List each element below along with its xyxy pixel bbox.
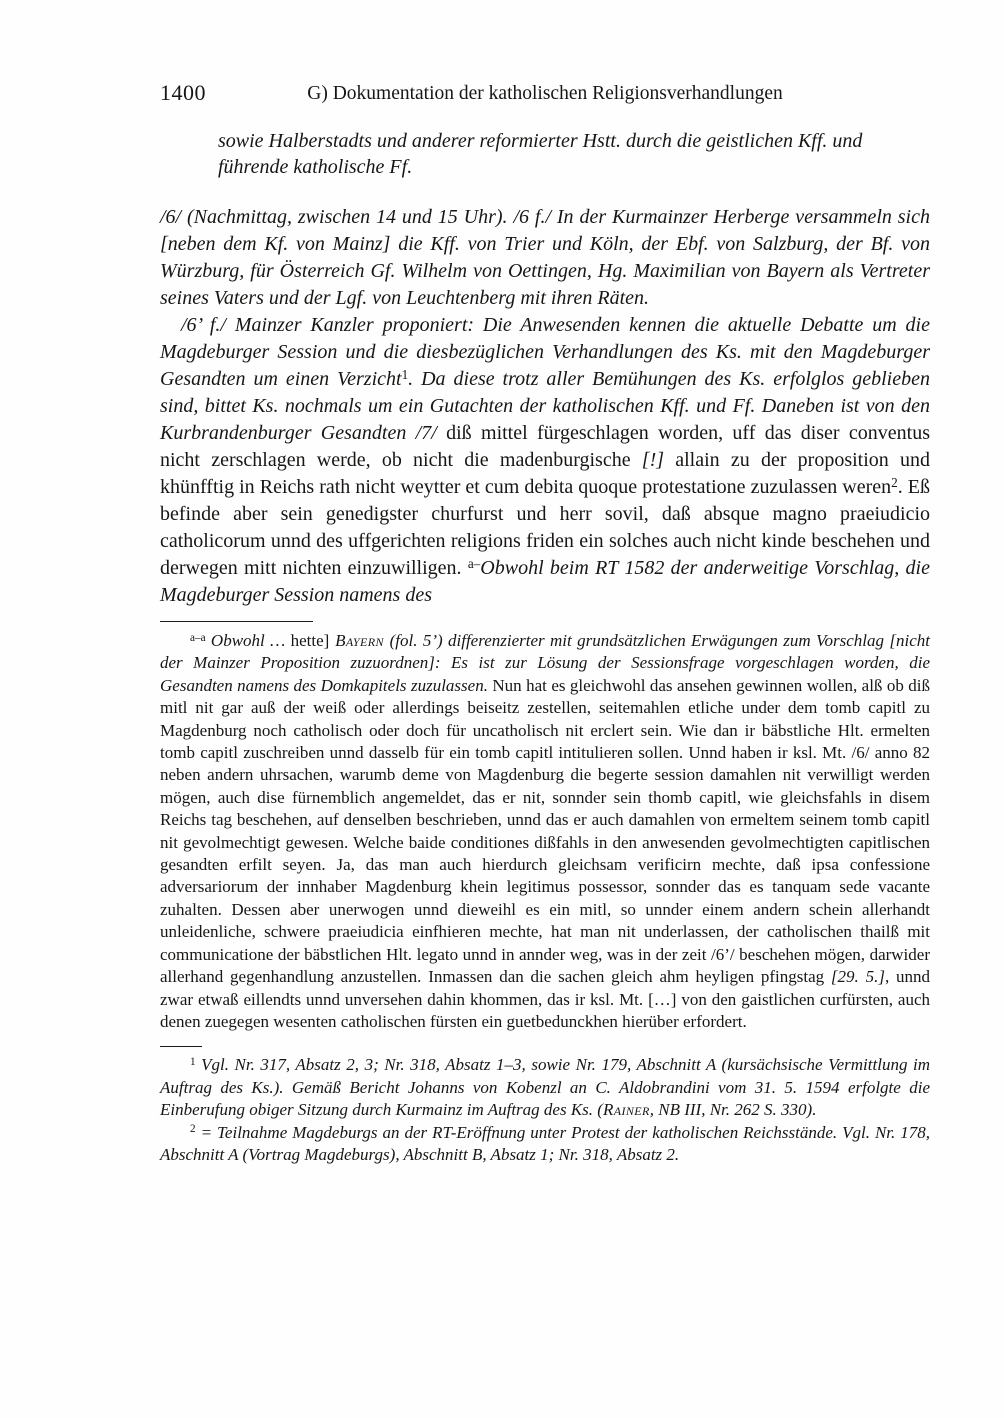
apparatus-separator-rule bbox=[160, 621, 313, 622]
text-run: , NB III, Nr. 262 S. 330). bbox=[649, 1100, 817, 1120]
text-run: = Teilnahme Magdeburgs an der RT-Eröffnung unter Protest der katholischen Reichsstände. Vgl. Nr. 178, Abschnitt A (Vortrag Magdeburgs), Abschnitt B, Absatz 1; Nr. 318, Absatz 2. bbox=[160, 1122, 930, 1164]
paragraph-mainz-proposition bbox=[160, 312, 930, 609]
text-run: /6/ (Nachmittag, zwischen 14 und 15 Uhr). /6 f./ In der Kurmainzer Herberge versammeln sich [neben dem Kf. von Mainz] die Kff. von Trier und Köln, der Ebf. von Salzburg, der Bf. von Würzburg, für Österreich Gf. Wilhelm von Oettingen, Hg. Maximilian von Bayern als Vertreter seines Vaters und der Lgf. von Leuchtenberg mit ihren Räten. bbox=[160, 206, 930, 309]
text-run: , unnd zwar etwaß eillendts unnd unversehen dahin khommen, das ir ksl. Mt. […] von den gaistlichen curfürsten, auch denen zuegegen wesenten catholischen fürsten ein guetbedunckhen hierüber erfordert. bbox=[160, 967, 930, 1031]
footnote-separator-rule bbox=[160, 1046, 202, 1047]
text-run: (fol. 5’) differenzierter mit grundsätzlichen Erwägungen zum Vorschlag [nicht der Mainzer Proposition zuzuordnen]: Es ist zur Lösung der Sessionsfrage vorgeschlagen worden, die Gesandten namens des Domkapitels zuzulassen. bbox=[160, 631, 930, 695]
document-summary bbox=[218, 128, 930, 180]
text-run: [29. 5.] bbox=[830, 967, 885, 987]
text-run: allain zu der proposition und khünfftig in Reichs rath nicht weytter et cum debita quoque protestatione zuzulassen weren bbox=[160, 449, 931, 498]
page-number: 1400 bbox=[160, 80, 206, 105]
text-run: Bayern bbox=[329, 631, 390, 650]
text-run: Nun hat es gleichwohl das ansehen gewinnen wollen, alß ob diß mitl nit gar auß der weiß oder allerdings beiseitz zestellen, seitemahlen etliche under dem tomb capitl zu Magdenburg noch catholisch oder doch für uncatholisch nit erclert sein. Wie dan ir bäbstliche Hlt. ermelten tomb capitl zuschreiben unnd dasselb für ein tomb capitl intitulieren sollen. Unnd haben ir ksl. Mt. /6/ anno 82 neben andern uhrsachen, warumb deme von Magdenburg die begerte session damahlen nit verwilligt werden mögen, auch dise fürnemblich angemeldet, das er nit, sonnder sein thomb capitl, wie gleichsfahls in disem Reichs tag beschehen, auf denselben beschrieben, unnd das er auch damahlen von ermeltem seinem tomb capitl nit gevolmechtigt gewesen. Welche baide conditiones dißfahls in den anwesenden gevolmechtigten capitlischen gesandten erfilt seyen. Ja, das man auch hierdurch gleichsam verificirn mechte, daß ipsa confessione adversariorum der innhaber Magdenburg khein legitimus possessor, sonnder das es tanquam sede vacante zuhalten. Dessen aber unerwogen unnd dieweihl es ein mitl, so unnder einem andern schein allerhandt unleidenliche, schwere praeiudicia einfhieren mechte, hat man nit underlassen, der catholischen thailß mit communicatione der bäbstlichen Hlt. legato unnd in annder weg, was in der zeit /6’/ beschehen mögen, darwider allerhand gegenhandlung anzustellen. Inmassen dan die sachen gleich ahm heyligen pfingstag bbox=[160, 675, 931, 987]
text-run: . Eß befinde aber sein genedigster churfurst und herr sovil, daß absque magno praeiudicio catholicorum unnd des uffgerichten religions friden ein solches auch nicht kinde beschehen und derwegen mitt nichten einzuwilligen. bbox=[160, 476, 930, 579]
text-run: 2 bbox=[190, 1123, 196, 1136]
footnote-2 bbox=[160, 1122, 930, 1167]
text-run: Obwohl … bbox=[205, 631, 291, 650]
page-header bbox=[160, 80, 930, 108]
footnote-1 bbox=[160, 1054, 930, 1121]
text-run: sowie Halberstadts und anderer reformierter Hstt. durch die geistlichen Kff. und führende katholische Ff. bbox=[218, 130, 863, 178]
text-run: 2 bbox=[891, 474, 898, 490]
running-title: G) Dokumentation der katholischen Religionsverhandlungen bbox=[307, 83, 783, 104]
paragraph-session-attendees bbox=[160, 204, 930, 312]
text-run: a–a bbox=[190, 631, 206, 644]
text-run: 1 bbox=[190, 1055, 196, 1068]
text-run: /6’ f./ Mainzer Kanzler proponiert: Die Anwesenden kennen die aktuelle Debatte um die Magdeburger Session und die diesbezüglichen Verhandlungen des Ks. mit den Magdeburger Gesandten um einen Verzicht bbox=[160, 314, 930, 390]
text-run: Rainer bbox=[602, 1100, 650, 1120]
text-run: 1 bbox=[401, 366, 409, 382]
text-run: diß mittel fürgeschlagen worden, uff das diser conventus nicht zerschlagen werde, ob nicht die madenburgische bbox=[160, 422, 931, 471]
text-run: hette] bbox=[290, 631, 330, 650]
text-run: . Da diese trotz aller Bemühungen des Ks. erfolglos geblieben sind, bittet Ks. nochmals um ein Gutachten der katholischen Kff. und Ff. Daneben ist von den Kurbrandenburger Gesandten /7/ bbox=[160, 368, 930, 444]
text-run: [!] bbox=[641, 449, 665, 471]
text-run: Obwohl beim RT 1582 der anderweitige Vorschlag, die Magdeburger Session namens des bbox=[160, 557, 930, 606]
apparatus-note-a bbox=[160, 630, 930, 1033]
text-run: Vgl. Nr. 317, Absatz 2, 3; Nr. 318, Absatz 1–3, sowie Nr. 179, Abschnitt A (kursächsische Vermittlung im Auftrag des Ks.). Gemäß Bericht Johanns von Kobenzl an C. Aldobrandini vom 31. 5. 1594 erfolgte die Einberufung obiger Sitzung durch Kurmainz im Auftrag des Ks. ( bbox=[160, 1055, 930, 1120]
text-run: a– bbox=[467, 555, 481, 571]
